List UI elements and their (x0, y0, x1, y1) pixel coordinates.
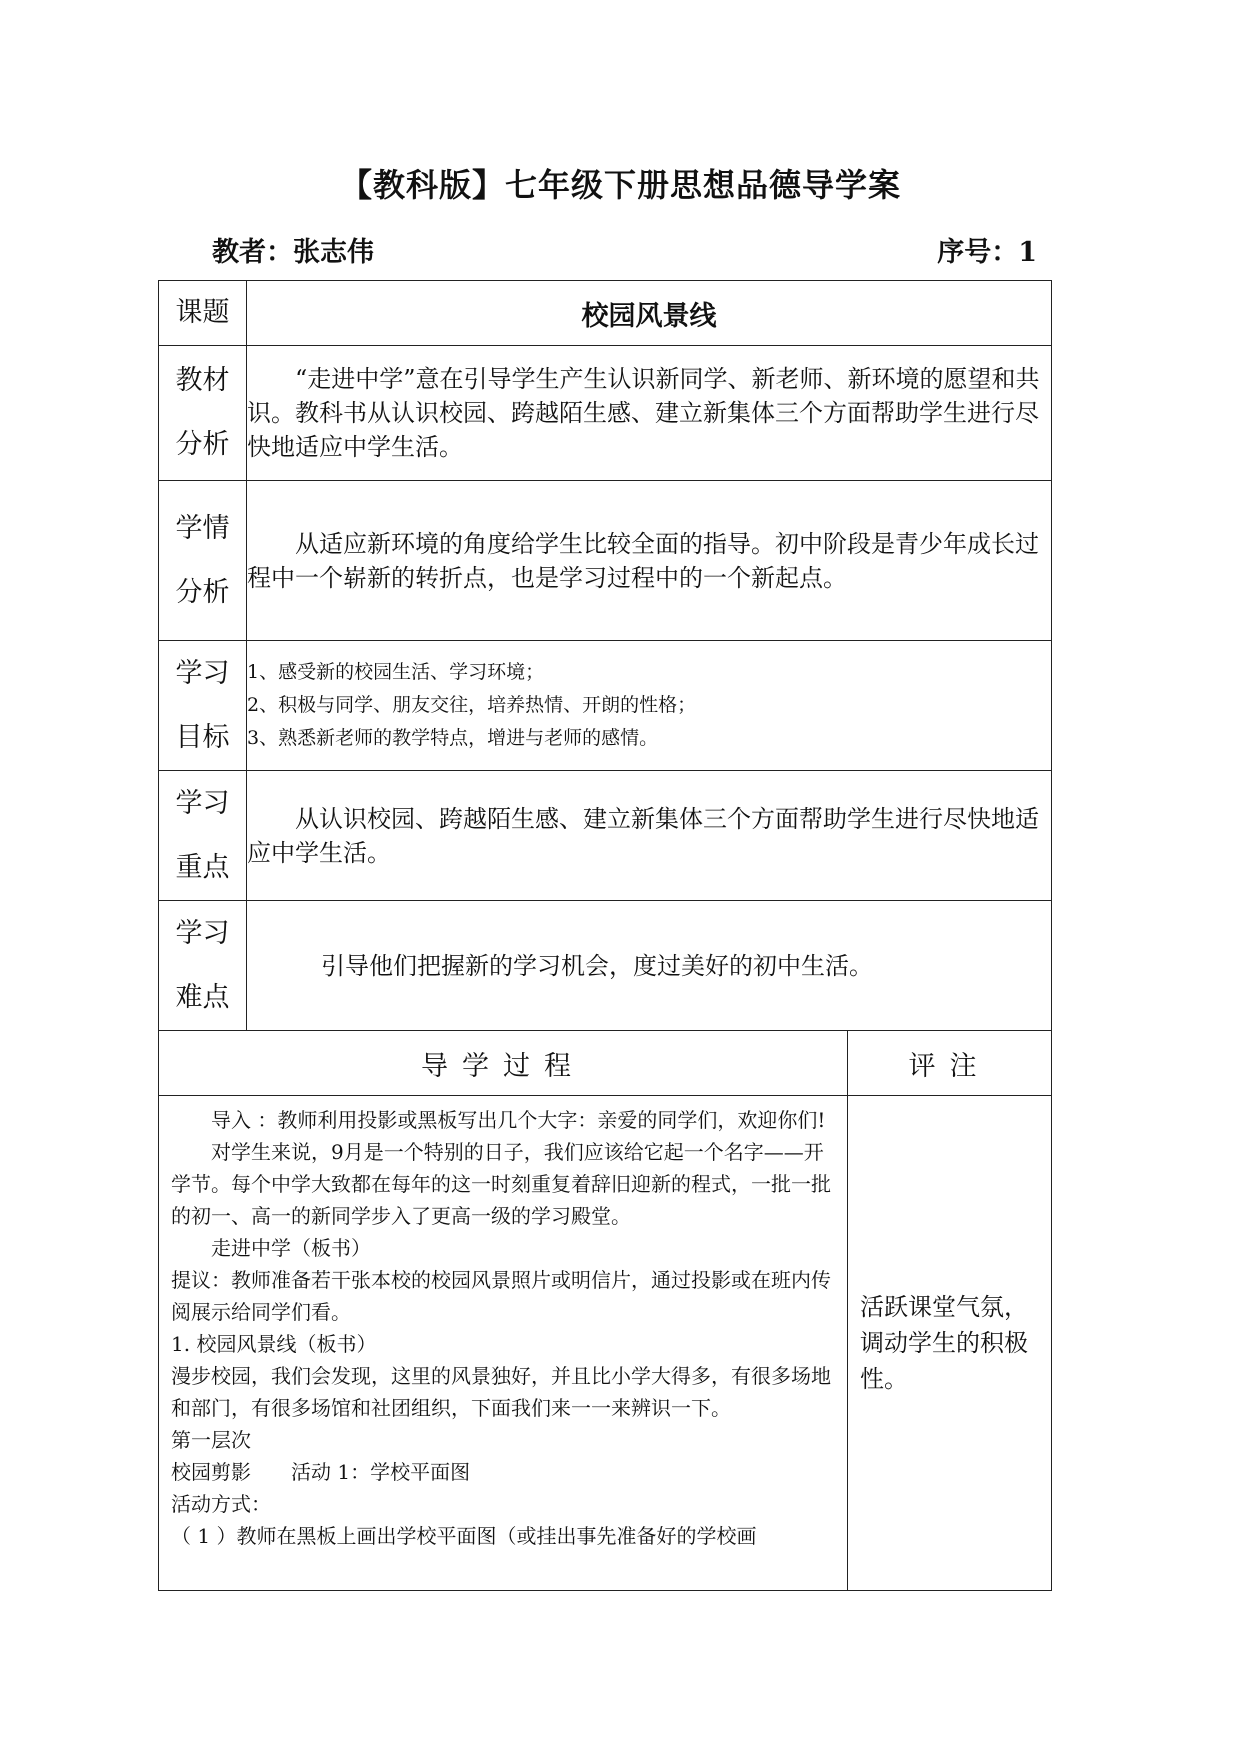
topic-value: 校园风景线 (247, 281, 1052, 346)
process-paragraph: 漫步校园，我们会发现，这里的风景独好，并且比小学大得多，有很多场地和部门，有很多场馆和社团组织，下面我们来一一来辨识一下。 (171, 1364, 831, 1420)
student-label (159, 481, 247, 641)
goals-label-line1: 学习 (175, 657, 230, 689)
learning-key-points: 从认识校园、跨越陌生感、建立新集体三个方面帮助学生进行尽快地适应中学生活。 (247, 771, 1052, 901)
key-label-line2: 重点 (175, 851, 230, 883)
process-row (159, 1096, 1052, 1591)
goals-label (159, 641, 247, 771)
material-label-line1: 教材 (175, 365, 230, 396)
topic-label-text: 课题 (175, 297, 230, 328)
key-label-line1: 学习 (175, 787, 230, 819)
process-paragraph: 对学生来说，9月是一个特别的日子，我们应该给它起一个名字——开学节。每个中学大致都在每年的这一时刻重复着辞旧迎新的程式，一批一批的初一、高一的新同学步入了更高一级的学习殿堂。 (171, 1140, 831, 1228)
process-header: 导学过程 (159, 1031, 848, 1096)
learning-difficulty: 引导他们把握新的学习机会，度过美好的初中生活。 (247, 901, 1052, 1031)
process-paragraph: 校园剪影 活动 1：学校平面图 (171, 1460, 471, 1484)
goal-item: 1、感受新的校园生活、学习环境； (247, 661, 545, 683)
material-row (159, 346, 1052, 481)
process-note: 活跃课堂气氛，调动学生的积极性。 (848, 1096, 1052, 1591)
difficulty-label-line2: 难点 (175, 981, 230, 1013)
student-analysis: 从适应新环境的角度给学生比较全面的指导。初中阶段是青少年成长过程中一个崭新的转折点，也是学习过程中的一个新起点。 (247, 481, 1052, 641)
key-row (159, 771, 1052, 901)
difficulty-row (159, 901, 1052, 1031)
student-label-line2: 分析 (175, 576, 230, 608)
lesson-plan-table (158, 280, 1052, 1591)
page-title: 【教科版】七年级下册思想品德导学案 (339, 166, 901, 204)
note-header: 评注 (848, 1031, 1052, 1096)
student-label-line1: 学情 (175, 512, 230, 544)
topic-label (159, 281, 247, 346)
material-analysis: “走进中学”意在引导学生产生认识新同学、新老师、新环境的愿望和共识。教科书从认识校园、跨越陌生感、建立新集体三个方面帮助学生进行尽快地适应中学生活。 (247, 346, 1052, 481)
process-header-row (159, 1031, 1052, 1096)
process-paragraph: （ 1 ）教师在黑板上画出学校平面图（或挂出事先准备好的学校画 (171, 1524, 757, 1548)
serial-number: 序号：1 (937, 237, 1037, 268)
process-paragraph: 提议：教师准备若干张本校的校园风景照片或明信片，通过投影或在班内传阅展示给同学们看。 (171, 1268, 831, 1324)
topic-row (159, 281, 1052, 346)
difficulty-label-line1: 学习 (175, 917, 230, 949)
process-paragraph: 走进中学（板书） (211, 1236, 371, 1260)
material-label (159, 346, 247, 481)
goal-item: 3、熟悉新老师的教学特点，增进与老师的感情。 (247, 727, 659, 749)
process-paragraph: 1. 校园风景线（板书） (171, 1332, 377, 1356)
process-paragraph: 活动方式： (171, 1492, 271, 1516)
teacher-name: 教者：张志伟 (212, 237, 374, 268)
goals-label-line2: 目标 (175, 721, 230, 753)
process-content (159, 1096, 848, 1591)
student-row (159, 481, 1052, 641)
material-label-line2: 分析 (175, 429, 230, 460)
process-paragraph: 导入 ：教师利用投影或黑板写出几个大字：亲爱的同学们，欢迎你们! (211, 1108, 826, 1132)
process-paragraph: 第一层次 (171, 1428, 251, 1452)
key-label (159, 771, 247, 901)
difficulty-label (159, 901, 247, 1031)
goal-item: 2、积极与同学、朋友交往，培养热情、开朗的性格； (247, 694, 697, 716)
learning-goals (247, 641, 1052, 771)
goals-row (159, 641, 1052, 771)
